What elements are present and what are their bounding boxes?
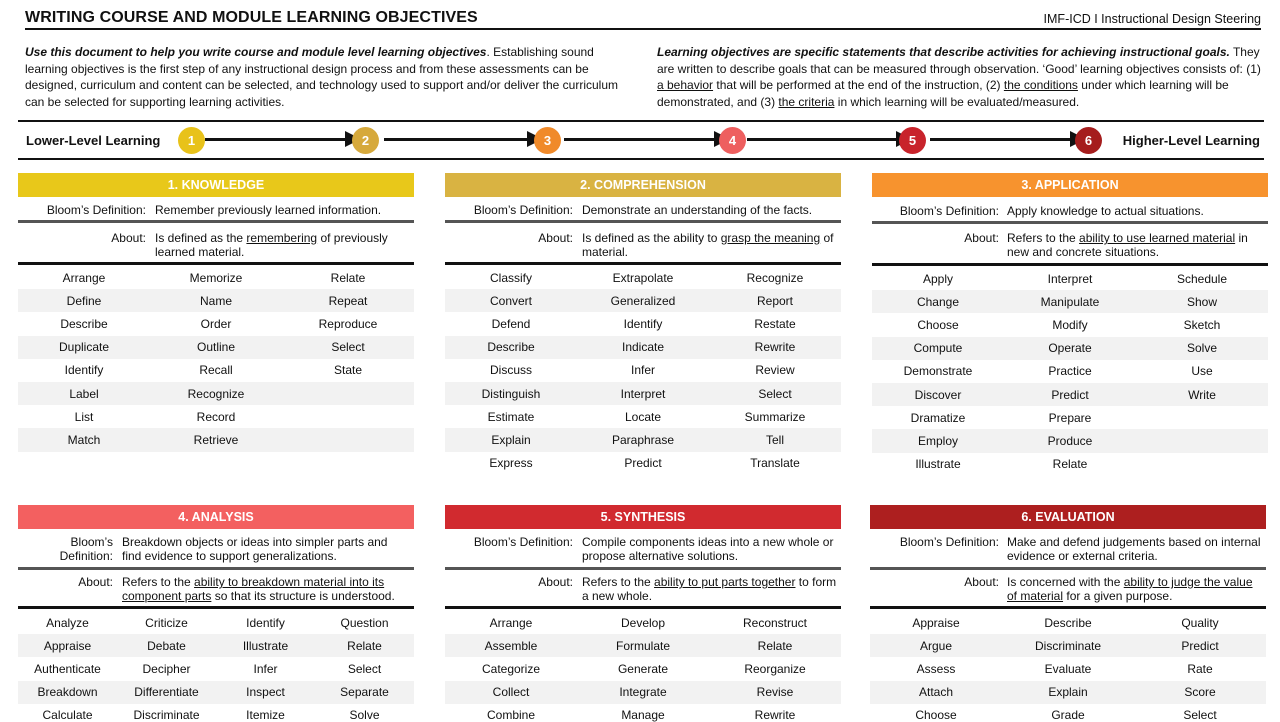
intro-text: that will be performed at the end of the instruction, (2): [713, 78, 1004, 92]
divider: [445, 262, 841, 265]
conditions-term: the conditions: [1003, 78, 1078, 92]
comprehension-header: 2. COMPREHENSION: [445, 173, 841, 197]
verb-cell: Select: [758, 386, 792, 401]
definition-label: Bloom’s Definition:: [473, 535, 573, 549]
about-text-part: Is defined as the ability to: [582, 231, 721, 245]
verb-cell: Dramatize: [910, 410, 966, 425]
about-key-phrase: ability to judge the value of material: [1007, 575, 1253, 603]
verb-cell: Select: [331, 340, 365, 355]
knowledge-header: 1. KNOWLEDGE: [18, 173, 414, 197]
verb-row: [870, 681, 1266, 704]
verb-cell: Produce: [1047, 433, 1093, 448]
verb-cell: Express: [489, 456, 533, 471]
about-label: About:: [538, 575, 573, 589]
verb-cell: Discover: [914, 387, 962, 402]
verb-cell: Demonstrate: [903, 364, 973, 379]
definition-row: [18, 529, 414, 567]
verb-cell: Formulate: [615, 638, 671, 653]
definition-label: Bloom’s Definition:: [59, 535, 113, 563]
verb-row: [870, 657, 1266, 680]
verb-cell: Generate: [617, 661, 669, 676]
verb-cell: Use: [1191, 364, 1213, 379]
verb-row: [18, 312, 414, 335]
verb-cell: Discuss: [489, 363, 532, 378]
verb-cell: Name: [199, 293, 232, 308]
about-label: About:: [78, 575, 113, 589]
verb-cell: Integrate: [619, 685, 667, 700]
arrow-right-icon: [747, 138, 898, 141]
verb-cell: Breakdown: [37, 685, 98, 700]
about-text-part: of previously learned material.: [155, 231, 388, 259]
verb-cell: Predict: [1051, 387, 1089, 402]
verb-cell: Appraise: [43, 638, 92, 653]
page-header: [25, 8, 1261, 30]
verb-row: [445, 336, 841, 359]
verb-cell: Duplicate: [58, 340, 110, 355]
verb-cell: Reorganize: [744, 661, 806, 676]
verb-cell: Solve: [349, 708, 380, 722]
page-title: WRITING COURSE AND MODULE LEARNING OBJECTIVES: [25, 9, 478, 26]
about-key-phrase: ability to use learned material: [1079, 231, 1236, 245]
analysis-header: 4. ANALYSIS: [18, 505, 414, 529]
verb-cell: Authenticate: [34, 661, 101, 676]
learning-level-scale: [18, 120, 1264, 160]
verb-cell: Relate: [330, 270, 366, 285]
level-5-circle: 5: [899, 127, 926, 154]
verb-row: [872, 313, 1268, 336]
about-text-part: so that its structure is understood.: [211, 589, 395, 603]
verb-row: [445, 428, 841, 451]
verb-row: [18, 359, 414, 382]
definition-label: Bloom’s Definition:: [899, 204, 999, 218]
definition-row: [445, 197, 841, 219]
about-text-part: Refers to the: [1007, 231, 1080, 245]
verb-cell: Modify: [1052, 317, 1088, 332]
about-key-phrase: ability to breakdown material into its component parts: [122, 575, 385, 603]
about-row: [445, 230, 841, 260]
intro-usage-lead: Use this document to help you write course and module level learning objectives: [25, 45, 487, 59]
verb-cell: Inspect: [246, 685, 285, 700]
verb-cell: Calculate: [42, 708, 93, 722]
verb-cell: Rewrite: [754, 340, 796, 355]
verb-row: [445, 657, 841, 680]
verb-cell: Relate: [347, 638, 382, 653]
definition-label: Bloom’s Definition:: [46, 203, 146, 217]
arrow-right-icon: [384, 138, 529, 141]
verb-row: [872, 337, 1268, 360]
verb-cell: Assemble: [484, 638, 538, 653]
verb-cell: Distinguish: [481, 386, 541, 401]
verb-cell: Predict: [1181, 638, 1219, 653]
intro-usage-paragraph: [25, 44, 631, 110]
verb-cell: Discriminate: [133, 708, 200, 722]
verb-cell: Evaluate: [1044, 661, 1092, 676]
about-label: About:: [538, 231, 573, 245]
verb-cell: Solve: [1186, 341, 1218, 356]
verb-cell: Classify: [489, 270, 532, 285]
verb-cell: Arrange: [62, 270, 106, 285]
verb-cell: Criticize: [145, 615, 188, 630]
verb-cell: Translate: [750, 456, 800, 471]
verb-cell: Compute: [913, 341, 963, 356]
synthesis-panel: [445, 505, 841, 722]
verb-row: [445, 289, 841, 312]
verb-cell: Select: [1183, 708, 1217, 722]
verb-cell: Change: [916, 294, 960, 309]
about-text-part: in new and concrete situations.: [1007, 231, 1248, 259]
verb-cell: Identify: [246, 615, 285, 630]
verb-cell: Attach: [918, 685, 954, 700]
about-text-part: Is concerned with the: [1007, 575, 1124, 589]
verb-row: [18, 634, 414, 657]
about-key-phrase: remembering: [246, 231, 318, 245]
intro-usage-body: . Establishing sound learning objectives is the first step of any instructional design process and from these assessments can be designed, curriculum and content can be selected, and technology used to support and/or deliver the curriculum can be selected for supporting learning activities.: [25, 45, 619, 109]
about-text-part: Refers to the: [582, 575, 655, 589]
definition-label: Bloom’s Definition:: [473, 203, 573, 217]
verb-row: [445, 382, 841, 405]
verb-cell: Combine: [486, 708, 536, 722]
verb-cell: Reproduce: [318, 316, 378, 331]
verb-cell: Illustrate: [915, 457, 961, 472]
verb-cell: Prepare: [1048, 410, 1092, 425]
verb-row: [870, 634, 1266, 657]
level-1-circle: 1: [178, 127, 205, 154]
verb-cell: Score: [1184, 685, 1216, 700]
verb-cell: Interpret: [1047, 271, 1093, 286]
verb-cell: Tell: [765, 432, 784, 447]
divider: [445, 567, 841, 570]
knowledge-panel: [18, 173, 414, 458]
verb-cell: Explain: [1048, 685, 1088, 700]
definition-text: Breakdown objects or ideas into simpler parts and find evidence to support generalizations.: [122, 535, 388, 563]
verb-cell: List: [74, 409, 94, 424]
verb-cell: Revise: [756, 685, 794, 700]
level-6-circle: 6: [1075, 127, 1102, 154]
verb-cell: Collect: [492, 685, 530, 700]
definition-row: [18, 197, 414, 219]
organization-label: IMF-ICD I Instructional Design Steering: [1043, 12, 1261, 26]
verb-cell: Question: [340, 615, 389, 630]
verb-cell: Arrange: [489, 615, 533, 630]
verb-cell: Operate: [1048, 341, 1092, 356]
verb-cell: Explain: [491, 432, 531, 447]
verb-cell: Rate: [1187, 661, 1213, 676]
verb-cell: Convert: [489, 293, 533, 308]
verb-list: [445, 266, 841, 475]
definition-text: Make and defend judgements based on internal evidence or external criteria.: [1007, 535, 1261, 563]
intro-objectives-paragraph: [657, 44, 1261, 110]
verb-cell: Quality: [1181, 615, 1219, 630]
verb-row: [445, 266, 841, 289]
verb-cell: Interpret: [620, 386, 666, 401]
verb-cell: Recognize: [746, 270, 804, 285]
verb-cell: State: [333, 363, 363, 378]
verb-cell: Show: [1186, 294, 1218, 309]
comprehension-panel: [445, 173, 841, 473]
definition-row: [445, 529, 841, 567]
intro-text: under which learning will be demonstrated, and (3): [657, 78, 1229, 109]
verb-cell: Reconstruct: [742, 615, 808, 630]
verb-cell: Appraise: [912, 615, 960, 630]
intro-objectives-lead: Learning objectives are specific statements that describe activities for achieving instructional goals.: [657, 45, 1230, 59]
verb-cell: Describe: [487, 340, 535, 355]
verb-row: [872, 406, 1268, 429]
verb-cell: Manipulate: [1040, 294, 1100, 309]
verb-cell: Label: [69, 386, 99, 401]
arrow-right-icon: [205, 138, 347, 141]
about-text-part: Refers to the: [122, 575, 195, 589]
verb-cell: Discriminate: [1034, 638, 1101, 653]
verb-row: [872, 383, 1268, 406]
verb-cell: Grade: [1051, 708, 1085, 722]
definition-row: [870, 529, 1266, 567]
application-header: 3. APPLICATION: [872, 173, 1268, 197]
about-text: [582, 575, 839, 603]
level-4-circle: 4: [719, 127, 746, 154]
divider: [18, 567, 414, 570]
analysis-panel: [18, 505, 414, 722]
about-key-phrase: grasp the meaning: [720, 231, 821, 245]
verb-cell: Predict: [624, 456, 662, 471]
verb-cell: Relate: [757, 638, 793, 653]
about-row: [872, 230, 1268, 260]
verb-row: [18, 382, 414, 405]
divider: [870, 606, 1266, 609]
criteria-term: the criteria: [778, 94, 835, 109]
arrow-right-icon: [564, 138, 716, 141]
verb-cell: Choose: [917, 317, 959, 332]
verb-cell: Assess: [916, 661, 956, 676]
behavior-term: a behavior: [657, 78, 714, 92]
verb-cell: Describe: [60, 316, 108, 331]
verb-cell: Retrieve: [193, 432, 239, 447]
verb-cell: Recognize: [187, 386, 245, 401]
divider: [18, 220, 414, 223]
verb-cell: Restate: [754, 316, 796, 331]
verb-cell: Separate: [340, 685, 389, 700]
verb-list: [18, 266, 414, 452]
verb-row: [18, 657, 414, 680]
evaluation-header: 6. EVALUATION: [870, 505, 1266, 529]
about-text: [1007, 575, 1262, 603]
verb-cell: Analyze: [46, 615, 89, 630]
about-text-part: of material.: [582, 231, 834, 259]
application-panel: [872, 173, 1268, 473]
verb-row: [18, 266, 414, 289]
about-key-phrase: ability to put parts together: [654, 575, 796, 589]
verb-row: [445, 312, 841, 335]
definition-text: Apply knowledge to actual situations.: [1007, 204, 1204, 218]
verb-row: [872, 453, 1268, 476]
divider: [445, 220, 841, 223]
divider: [870, 567, 1266, 570]
verb-row: [445, 611, 841, 634]
verb-row: [870, 611, 1266, 634]
about-row: [445, 575, 841, 605]
verb-row: [872, 267, 1268, 290]
verb-cell: Report: [756, 293, 794, 308]
verb-cell: Summarize: [744, 409, 806, 424]
verb-cell: Infer: [253, 661, 278, 676]
about-text-part: Is defined as the: [155, 231, 247, 245]
about-row: [18, 575, 414, 605]
about-label: About:: [964, 575, 999, 589]
verb-cell: Review: [755, 363, 795, 378]
evaluation-panel: [870, 505, 1266, 722]
level-2-circle: 2: [352, 127, 379, 154]
intro-text: in which learning will be evaluated/measured.: [834, 94, 1080, 109]
about-row: [870, 575, 1266, 605]
definition-row: [872, 197, 1268, 219]
divider: [872, 221, 1268, 224]
verb-row: [872, 290, 1268, 313]
verb-cell: Schedule: [1176, 271, 1228, 286]
verb-row: [870, 704, 1266, 722]
about-row: [18, 230, 414, 260]
verb-cell: Relate: [1052, 457, 1088, 472]
about-text: [155, 231, 410, 259]
verb-cell: Identify: [64, 363, 104, 378]
about-text-part: for a given purpose.: [1063, 589, 1173, 603]
verb-cell: Categorize: [481, 661, 541, 676]
verb-list: [870, 611, 1266, 722]
verb-row: [18, 428, 414, 451]
verb-row: [445, 634, 841, 657]
verb-cell: Rewrite: [754, 708, 796, 722]
verb-row: [445, 681, 841, 704]
divider: [445, 606, 841, 609]
verb-cell: Write: [1188, 387, 1216, 402]
level-3-circle: 3: [534, 127, 561, 154]
verb-cell: Illustrate: [242, 638, 289, 653]
verb-cell: Order: [200, 316, 232, 331]
verb-cell: Differentiate: [134, 685, 199, 700]
verb-cell: Select: [347, 661, 382, 676]
lower-level-label: Lower-Level Learning: [26, 133, 161, 148]
definition-text: Compile components ideas into a new whole or propose alternative solutions.: [582, 535, 834, 563]
about-text: [1007, 231, 1264, 259]
verb-cell: Match: [67, 432, 101, 447]
verb-cell: Extrapolate: [612, 270, 674, 285]
divider: [872, 263, 1268, 266]
verb-row: [18, 405, 414, 428]
verb-cell: Identify: [623, 316, 663, 331]
definition-text: Remember previously learned information.: [155, 203, 382, 217]
about-text: [582, 231, 837, 259]
verb-cell: Memorize: [189, 270, 243, 285]
verb-cell: Record: [196, 409, 236, 424]
verb-cell: Sketch: [1183, 317, 1221, 332]
synthesis-header: 5. SYNTHESIS: [445, 505, 841, 529]
verb-cell: Locate: [624, 409, 662, 424]
about-label: About:: [964, 231, 999, 245]
verb-cell: Describe: [1044, 615, 1092, 630]
about-text: [122, 575, 410, 603]
verb-cell: Employ: [917, 433, 958, 448]
verb-row: [18, 611, 414, 634]
verb-row: [18, 681, 414, 704]
verb-row: [18, 704, 414, 722]
verb-cell: Define: [66, 293, 102, 308]
verb-row: [872, 360, 1268, 383]
verb-cell: Decipher: [142, 661, 191, 676]
verb-cell: Generalized: [610, 293, 676, 308]
verb-cell: Practice: [1048, 364, 1092, 379]
verb-row: [18, 289, 414, 312]
verb-cell: Develop: [620, 615, 666, 630]
verb-list: [872, 267, 1268, 476]
verb-list: [18, 611, 414, 722]
verb-cell: Paraphrase: [611, 432, 675, 447]
verb-list: [445, 611, 841, 722]
verb-cell: Defend: [491, 316, 531, 331]
verb-row: [445, 405, 841, 428]
verb-cell: Repeat: [328, 293, 368, 308]
verb-cell: Manage: [621, 708, 665, 722]
verb-row: [872, 429, 1268, 452]
verb-cell: Indicate: [621, 340, 665, 355]
verb-row: [445, 704, 841, 722]
verb-cell: Estimate: [487, 409, 535, 424]
verb-row: [445, 452, 841, 475]
about-text-part: to form a new whole.: [582, 575, 837, 603]
intro-text: They are written to describe goals that can be measured through observation. ‘Good’ learning objectives consists of: (1): [657, 45, 1261, 76]
verb-cell: Recall: [199, 363, 233, 378]
divider: [18, 262, 414, 265]
about-label: About:: [111, 231, 146, 245]
verb-cell: Argue: [919, 638, 953, 653]
divider: [18, 606, 414, 609]
verb-cell: Choose: [915, 708, 957, 722]
definition-text: Demonstrate an understanding of the facts.: [582, 203, 813, 217]
verb-cell: Debate: [147, 638, 186, 653]
verb-cell: Apply: [922, 271, 954, 286]
verb-row: [445, 359, 841, 382]
arrow-right-icon: [930, 138, 1072, 141]
definition-label: Bloom’s Definition:: [899, 535, 999, 549]
verb-cell: Itemize: [246, 708, 285, 722]
verb-cell: Infer: [630, 363, 655, 378]
higher-level-label: Higher-Level Learning: [1122, 133, 1260, 148]
verb-cell: Outline: [196, 340, 236, 355]
verb-row: [18, 336, 414, 359]
